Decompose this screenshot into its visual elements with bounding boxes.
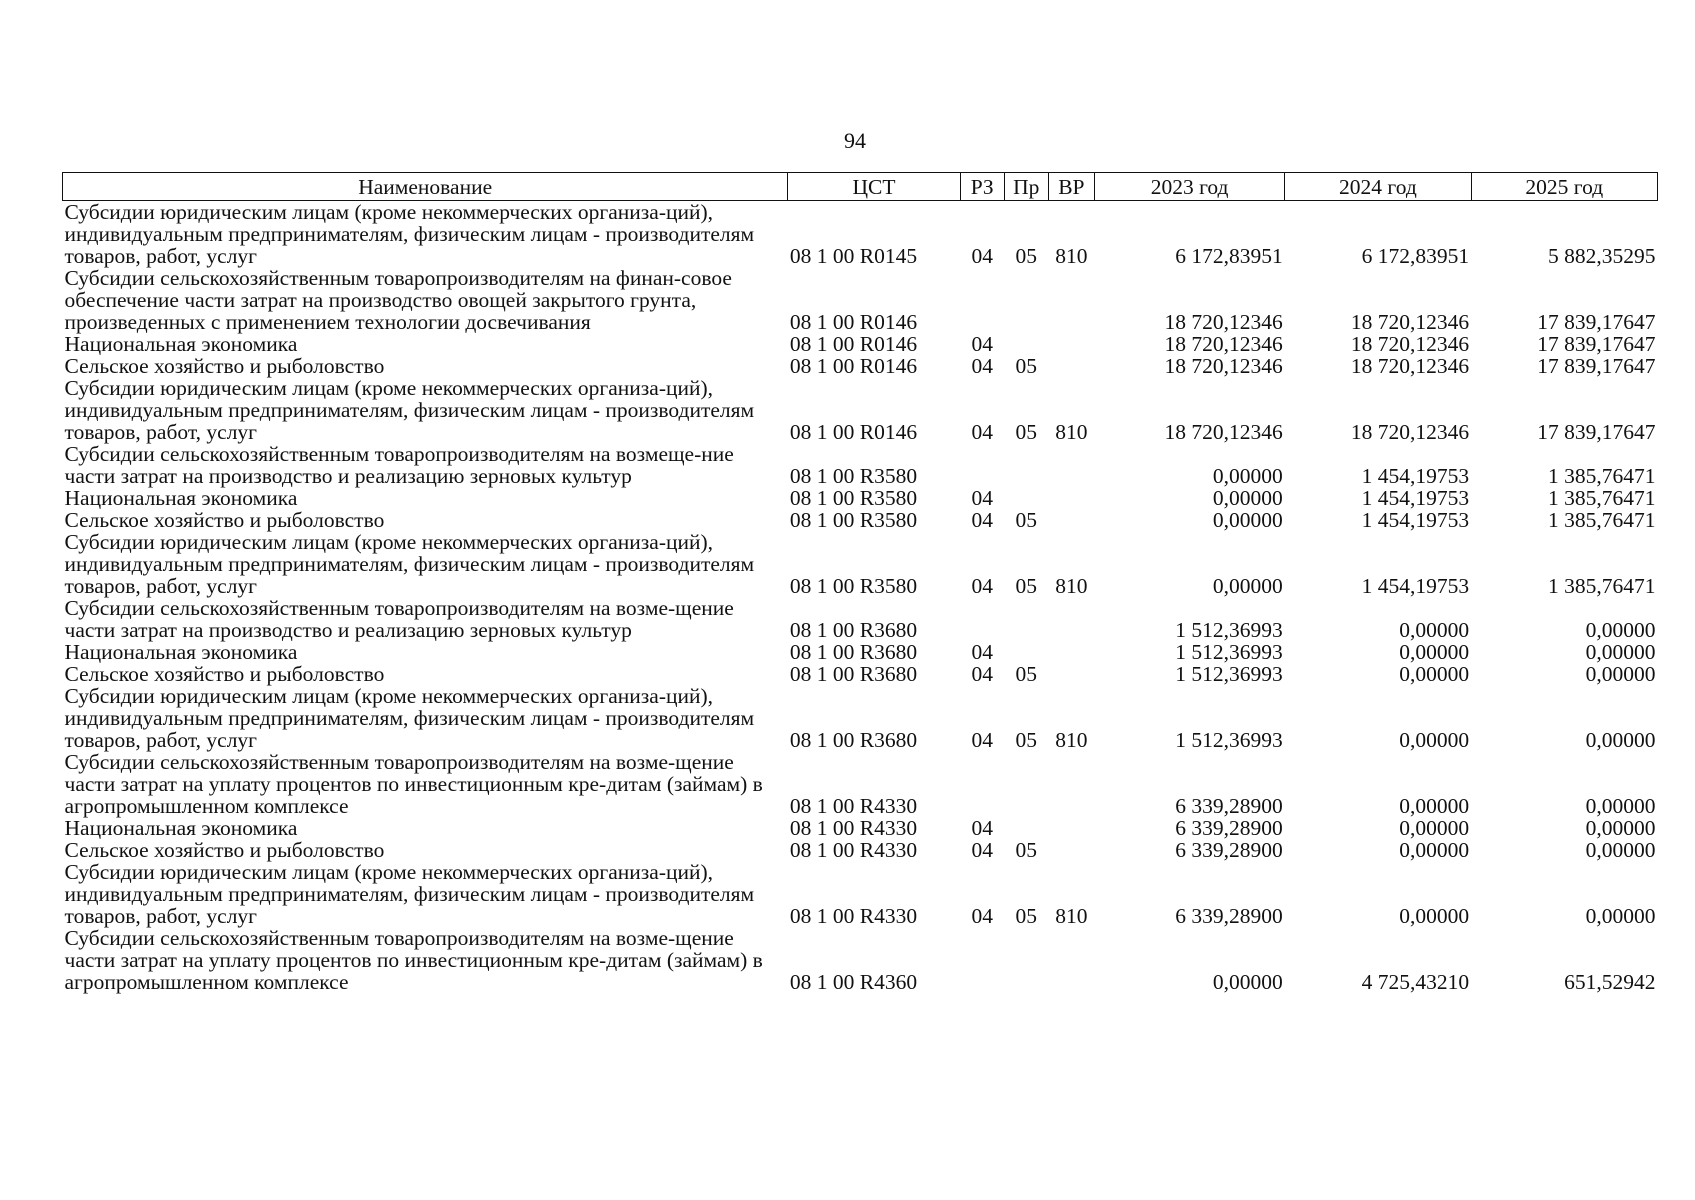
cell-2025: 17 839,17647	[1537, 354, 1656, 378]
cell-2024: 1 454,19753	[1361, 508, 1470, 532]
table-row	[63, 355, 1658, 377]
cell-2024: 18 720,12346	[1350, 420, 1470, 444]
cell-vr: 810	[1055, 244, 1088, 268]
cell-rz: 04	[971, 816, 993, 840]
cell-name: Субсидии сельскохозяйственным товаропроизводителям на возме-щение части затрат на уплату процентов по инвестиционным кре-дитам (займам) в агропромышленном комплексе	[64, 926, 763, 994]
cell-vr: 810	[1055, 574, 1088, 598]
cell-2024: 0,00000	[1399, 816, 1470, 840]
cell-2023: 1 512,36993	[1175, 662, 1283, 686]
cell-2025: 0,00000	[1585, 618, 1656, 642]
cell-2023: 0,00000	[1212, 970, 1283, 994]
cell-2025: 5 882,35295	[1548, 244, 1656, 268]
cell-rz: 04	[971, 354, 993, 378]
header-vr: ВР	[1048, 173, 1094, 201]
cell-vr	[1048, 641, 1094, 663]
cell-2025: 0,00000	[1585, 838, 1656, 862]
cell-rz	[960, 597, 1004, 641]
cell-name: Национальная экономика	[64, 816, 298, 840]
cell-2023: 6 339,28900	[1175, 816, 1283, 840]
cell-cst: 08 1 00 R3580	[789, 486, 918, 510]
cell-2023: 18 720,12346	[1164, 332, 1283, 356]
cell-vr	[1048, 751, 1094, 817]
header-2025: 2025 год	[1471, 173, 1657, 201]
cell-cst: 08 1 00 R3680	[789, 640, 918, 664]
cell-cst: 08 1 00 R0146	[789, 310, 918, 334]
cell-2024: 0,00000	[1399, 618, 1470, 642]
cell-2024: 1 454,19753	[1361, 464, 1470, 488]
cell-pr: 05	[1015, 728, 1038, 752]
table-row	[63, 817, 1658, 839]
cell-rz: 04	[971, 904, 993, 928]
cell-2023: 1 512,36993	[1175, 728, 1283, 752]
table-row	[63, 267, 1658, 333]
cell-cst: 08 1 00 R0145	[789, 244, 918, 268]
cell-vr	[1048, 663, 1094, 685]
cell-rz: 04	[971, 332, 993, 356]
cell-pr	[1004, 267, 1048, 333]
cell-rz: 04	[971, 640, 993, 664]
cell-pr: 05	[1015, 354, 1038, 378]
cell-2024: 18 720,12346	[1350, 310, 1470, 334]
cell-2024: 18 720,12346	[1350, 354, 1470, 378]
cell-name: Субсидии сельскохозяйственным товаропроизводителям на возмеще-ние части затрат на производство и реализацию зерновых культур	[64, 442, 734, 488]
cell-cst: 08 1 00 R3680	[789, 618, 918, 642]
cell-2025: 0,00000	[1585, 904, 1656, 928]
cell-rz: 04	[971, 838, 993, 862]
cell-cst: 08 1 00 R4330	[789, 816, 918, 840]
cell-cst: 08 1 00 R4330	[789, 794, 918, 818]
cell-vr	[1048, 597, 1094, 641]
table-row	[63, 685, 1658, 751]
cell-pr: 05	[1015, 574, 1038, 598]
cell-cst: 08 1 00 R4330	[789, 904, 918, 928]
table-row	[63, 597, 1658, 641]
cell-name: Субсидии сельскохозяйственным товаропроизводителям на финан-совое обеспечение части затрат на производство овощей закрытого грунта, произведенных с применением технологии досвечивания	[64, 266, 732, 334]
cell-2023: 18 720,12346	[1164, 420, 1283, 444]
header-2024: 2024 год	[1285, 173, 1471, 201]
cell-vr	[1048, 927, 1094, 993]
cell-name: Субсидии юридическим лицам (кроме некоммерческих организа-ций), индивидуальным предпринимателям, физическим лицам - производителям товаров, работ, услуг	[64, 530, 755, 598]
cell-cst: 08 1 00 R0146	[789, 332, 918, 356]
cell-rz	[960, 927, 1004, 993]
cell-vr	[1048, 443, 1094, 487]
cell-vr	[1048, 839, 1094, 861]
table-row	[63, 333, 1658, 355]
cell-cst: 08 1 00 R3580	[789, 464, 918, 488]
cell-cst: 08 1 00 R4330	[789, 838, 918, 862]
header-2023: 2023 год	[1094, 173, 1284, 201]
budget-table	[62, 172, 1658, 993]
cell-2025: 17 839,17647	[1537, 310, 1656, 334]
cell-pr	[1004, 333, 1048, 355]
cell-2024: 4 725,43210	[1361, 970, 1470, 994]
page-number: 94	[844, 128, 866, 153]
cell-2023: 6 339,28900	[1175, 904, 1283, 928]
table-row	[63, 861, 1658, 927]
cell-name: Сельское хозяйство и рыболовство	[64, 662, 385, 686]
cell-vr	[1048, 267, 1094, 333]
cell-2025: 1 385,76471	[1548, 486, 1656, 510]
cell-2024: 6 172,83951	[1361, 244, 1470, 268]
table-row	[63, 663, 1658, 685]
cell-rz: 04	[971, 486, 993, 510]
cell-vr	[1048, 509, 1094, 531]
cell-2025: 0,00000	[1585, 728, 1656, 752]
cell-vr	[1048, 355, 1094, 377]
cell-name: Сельское хозяйство и рыболовство	[64, 838, 385, 862]
cell-rz: 04	[971, 420, 993, 444]
cell-2023: 0,00000	[1212, 574, 1283, 598]
cell-cst: 08 1 00 R3680	[789, 728, 918, 752]
cell-pr: 05	[1015, 508, 1038, 532]
cell-pr	[1004, 597, 1048, 641]
cell-2023: 6 339,28900	[1175, 794, 1283, 818]
table-body	[63, 201, 1658, 994]
cell-2024: 0,00000	[1399, 838, 1470, 862]
cell-name: Субсидии сельскохозяйственным товаропроизводителям на возме-щение части затрат на уплату процентов по инвестиционным кре-дитам (займам) в агропромышленном комплексе	[64, 750, 763, 818]
cell-rz	[960, 443, 1004, 487]
cell-2023: 1 512,36993	[1175, 618, 1283, 642]
cell-name: Субсидии юридическим лицам (кроме некоммерческих организа-ций), индивидуальным предпринимателям, физическим лицам - производителям товаров, работ, услуг	[64, 376, 755, 444]
cell-2024: 1 454,19753	[1361, 574, 1470, 598]
cell-rz: 04	[971, 244, 993, 268]
table-row	[63, 839, 1658, 861]
cell-rz	[960, 267, 1004, 333]
cell-name: Субсидии сельскохозяйственным товаропроизводителям на возме-щение части затрат на производство и реализацию зерновых культур	[64, 596, 734, 642]
cell-2024: 0,00000	[1399, 640, 1470, 664]
cell-name: Сельское хозяйство и рыболовство	[64, 354, 385, 378]
cell-pr	[1004, 751, 1048, 817]
table-header	[63, 173, 1658, 201]
cell-pr	[1004, 927, 1048, 993]
cell-name: Сельское хозяйство и рыболовство	[64, 508, 385, 532]
cell-2023: 18 720,12346	[1164, 354, 1283, 378]
cell-2024: 0,00000	[1399, 904, 1470, 928]
cell-2023: 6 172,83951	[1175, 244, 1283, 268]
cell-name: Национальная экономика	[64, 486, 298, 510]
cell-2025: 1 385,76471	[1548, 508, 1656, 532]
cell-pr: 05	[1015, 662, 1038, 686]
cell-2025: 0,00000	[1585, 794, 1656, 818]
header-name: Наименование	[63, 173, 788, 201]
cell-name: Национальная экономика	[64, 332, 298, 356]
cell-rz: 04	[971, 728, 993, 752]
cell-pr	[1004, 487, 1048, 509]
cell-2025: 651,52942	[1564, 970, 1656, 994]
cell-vr: 810	[1055, 904, 1088, 928]
table-row	[63, 487, 1658, 509]
header-pr: Пр	[1004, 173, 1048, 201]
header-cst: ЦСТ	[788, 173, 960, 201]
table-row	[63, 443, 1658, 487]
table-row	[63, 377, 1658, 443]
cell-rz	[960, 751, 1004, 817]
cell-2025: 17 839,17647	[1537, 332, 1656, 356]
cell-2025: 0,00000	[1585, 662, 1656, 686]
cell-2025: 0,00000	[1585, 640, 1656, 664]
table-row	[63, 201, 1658, 268]
cell-2025: 17 839,17647	[1537, 420, 1656, 444]
cell-2024: 18 720,12346	[1350, 332, 1470, 356]
cell-name: Субсидии юридическим лицам (кроме некоммерческих организа-ций), индивидуальным предпринимателям, физическим лицам - производителям товаров, работ, услуг	[64, 860, 755, 928]
cell-2023: 0,00000	[1212, 486, 1283, 510]
cell-2023: 1 512,36993	[1175, 640, 1283, 664]
cell-cst: 08 1 00 R0146	[789, 354, 918, 378]
cell-vr	[1048, 487, 1094, 509]
cell-2023: 18 720,12346	[1164, 310, 1283, 334]
table-row	[63, 927, 1658, 993]
cell-name: Национальная экономика	[64, 640, 298, 664]
cell-2024: 0,00000	[1399, 662, 1470, 686]
cell-pr: 05	[1015, 904, 1038, 928]
cell-2025: 1 385,76471	[1548, 574, 1656, 598]
cell-2025: 1 385,76471	[1548, 464, 1656, 488]
cell-vr: 810	[1055, 420, 1088, 444]
cell-pr	[1004, 641, 1048, 663]
table-row	[63, 509, 1658, 531]
cell-rz: 04	[971, 574, 993, 598]
header-rz: РЗ	[960, 173, 1004, 201]
cell-2024: 0,00000	[1399, 794, 1470, 818]
cell-cst: 08 1 00 R4360	[789, 970, 918, 994]
cell-cst: 08 1 00 R3680	[789, 662, 918, 686]
cell-vr: 810	[1055, 728, 1088, 752]
cell-rz: 04	[971, 508, 993, 532]
cell-vr	[1048, 817, 1094, 839]
cell-cst: 08 1 00 R3580	[789, 574, 918, 598]
cell-2023: 0,00000	[1212, 508, 1283, 532]
cell-cst: 08 1 00 R0146	[789, 420, 918, 444]
cell-2024: 1 454,19753	[1361, 486, 1470, 510]
cell-pr: 05	[1015, 420, 1038, 444]
cell-2024: 0,00000	[1399, 728, 1470, 752]
cell-name: Субсидии юридическим лицам (кроме некоммерческих организа-ций), индивидуальным предпринимателям, физическим лицам - производителям товаров, работ, услуг	[64, 200, 755, 268]
cell-pr	[1004, 443, 1048, 487]
cell-2025: 0,00000	[1585, 816, 1656, 840]
cell-rz: 04	[971, 662, 993, 686]
cell-pr	[1004, 817, 1048, 839]
cell-2023: 0,00000	[1212, 464, 1283, 488]
cell-vr	[1048, 333, 1094, 355]
table-row	[63, 531, 1658, 597]
cell-cst: 08 1 00 R3580	[789, 508, 918, 532]
table-row	[63, 751, 1658, 817]
cell-pr: 05	[1015, 244, 1038, 268]
cell-pr: 05	[1015, 838, 1038, 862]
cell-name: Субсидии юридическим лицам (кроме некоммерческих организа-ций), индивидуальным предпринимателям, физическим лицам - производителям товаров, работ, услуг	[64, 684, 755, 752]
cell-2023: 6 339,28900	[1175, 838, 1283, 862]
table-row	[63, 641, 1658, 663]
